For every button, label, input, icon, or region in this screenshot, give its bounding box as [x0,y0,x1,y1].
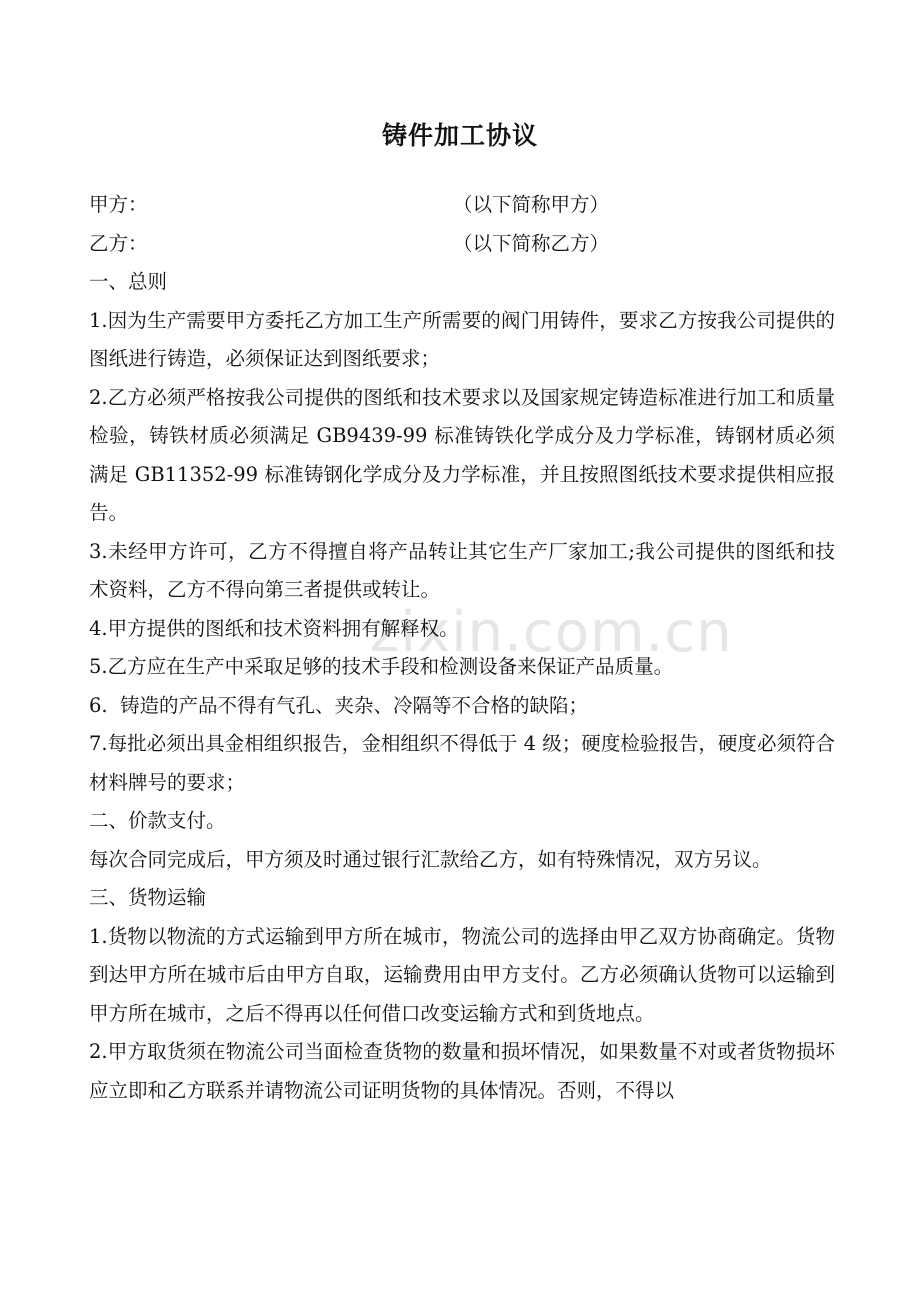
section-2-text: 每次合同完成后，甲方须及时通过银行汇款给乙方，如有特殊情况，双方另议。 [89,847,772,871]
party-b-note: （以下简称乙方） [453,231,610,255]
section-3-heading: 三、货物运输 [89,886,207,909]
section-3-item-2: 2.甲方取货须在物流公司当面检查货物的数量和损坏情况，如果数量不对或者货物损坏应立即和乙方联系并请物流公司证明货物的具体情况。否则，不得以 [89,1040,835,1102]
section-1-item-6: 6. 铸造的产品不得有气孔、夹杂、冷隔等不合格的缺陷； [89,693,589,717]
section-1-item-2: 2.乙方必须严格按我公司提供的图纸和技术要求以及国家规定铸造标准进行加工和质量检验，铸铁材质必须满足 GB9439-99 标准铸铁化学成分及力学标准，铸钢材质必须满足 GB11352-99 标准铸钢化学成分及力学标准，并且按照图纸技术要求提供相应报告。 [89,385,835,524]
section-1-heading: 一、总则 [89,270,168,293]
party-b-label: 乙方： [89,231,148,255]
party-a-row [89,186,835,225]
section-3-item-1: 1.货物以物流的方式运输到甲方所在城市，物流公司的选择由甲乙双方协商确定。货物到达甲方所在城市后由甲方自取，运输费用由甲方支付。乙方必须确认货物可以运输到甲方所在城市，之后不得再以任何借口改变运输方式和到货地点。 [89,924,835,1025]
section-1-item-4: 4.甲方提供的图纸和技术资料拥有解释权。 [89,616,459,640]
section-1-item-7: 7.每批必须出具金相组织报告，金相组织不得低于 4 级；硬度检验报告，硬度必须符合材料牌号的要求； [89,732,835,794]
section-1-item-5: 5.乙方应在生产中采取足够的技术手段和检测设备来保证产品质量。 [89,655,674,678]
section-1-item-1: 1.因为生产需要甲方委托乙方加工生产所需要的阀门用铸件，要求乙方按我公司提供的图纸进行铸造，必须保证达到图纸要求； [89,308,835,370]
section-2-heading: 二、价款支付。 [89,809,226,832]
section-1-item-3: 3.未经甲方许可，乙方不得擅自将产品转让其它生产厂家加工;我公司提供的图纸和技术资料，乙方不得向第三者提供或转让。 [89,539,835,601]
document-body [89,186,835,1110]
watermark-logo: zixin.com.cn [370,600,733,665]
party-b-row [89,225,835,264]
party-a-label: 甲方： [89,193,148,216]
party-a-note: （以下简称甲方） [453,193,610,216]
document-title: 铸件加工协议 [381,121,538,150]
